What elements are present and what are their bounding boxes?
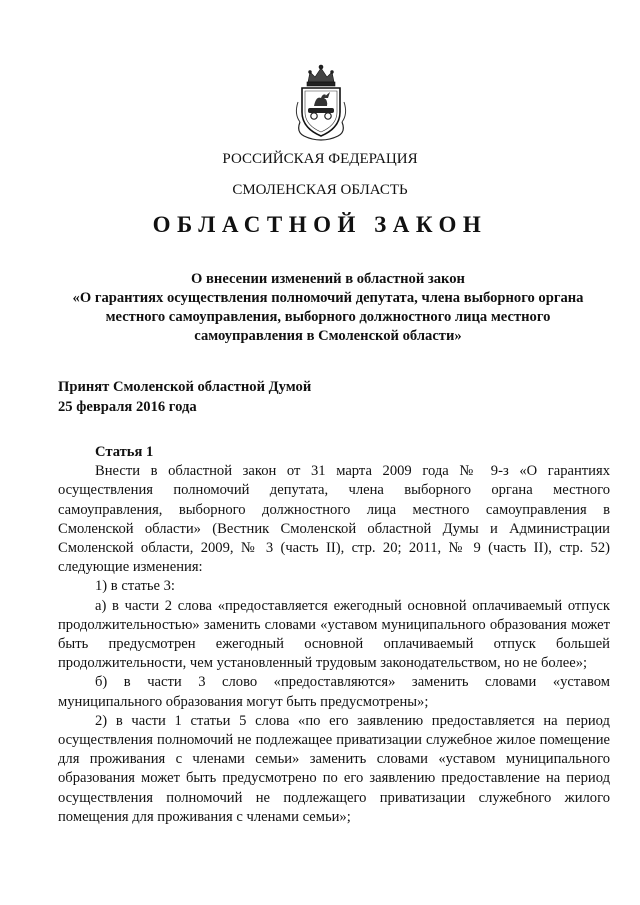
law-subject: [58, 270, 598, 346]
country-name: РОССИЙСКАЯ ФЕДЕРАЦИЯ: [222, 151, 418, 167]
subject-line: О внесении изменений в областной закон: [191, 271, 465, 287]
adoption-date: 25 февраля 2016 года: [58, 399, 197, 415]
article-paragraph: а) в части 2 слова «предоставляется ежегодный основной оплачиваемый отпуск продолжительностью» заменить словами «уставом муниципального образования может быть предусмотрен ежегодный основной оплачиваемый отпуск большей продолжительности, чем установленный трудовым законодательством, но не более»;: [58, 597, 610, 672]
article-paragraph: 2) в части 1 статьи 5 слова «по его заявлению предоставляется на период осуществления полномочий не подлежащее приватизации служебное жилое помещение для проживания с членами семьи» заменить словами «уставом муниципального образования может быть предусмотрено по его заявлению предоставление на период осуществления полномочий не подлежащего приватизации служебного жилого помещения для проживания с членами семьи»;: [58, 712, 610, 825]
adoption-info: [58, 377, 311, 417]
region-name: СМОЛЕНСКАЯ ОБЛАСТЬ: [232, 182, 408, 198]
article-paragraph: б) в части 3 слово «предоставляются» заменить словами «уставом муниципального образования могут быть предусмотрены»;: [58, 674, 610, 710]
article-paragraph: 1) в статье 3:: [95, 578, 175, 595]
article-paragraph: Внести в областной закон от 31 марта 2009 года № 9-з «О гарантиях осуществления полномочий депутата, члена выборного органа местного самоуправления, выборного должностного лица местного самоуправления в Смоленской области» (Вестник Смоленской областной Думы и Администрации Смоленской области, 2009, № 3 (часть II), стр. 20; 2011, № 9 (часть II), стр. 52) следующие изменения:: [58, 463, 610, 576]
adoption-body: Принят Смоленской областной Думой: [58, 379, 312, 395]
subject-line: «О гарантиях осуществления полномочий депутата, члена выборного органа: [72, 290, 584, 306]
subject-line: местного самоуправления, выборного должностного лица местного: [105, 309, 551, 325]
article-heading: Статья 1: [95, 444, 154, 460]
document-type-title: ОБЛАСТНОЙ ЗАКОН: [152, 212, 488, 237]
article-body: [58, 443, 610, 827]
subject-line: самоуправления в Смоленской области»: [194, 328, 462, 344]
smolensk-coat-of-arms-icon: [290, 62, 352, 142]
